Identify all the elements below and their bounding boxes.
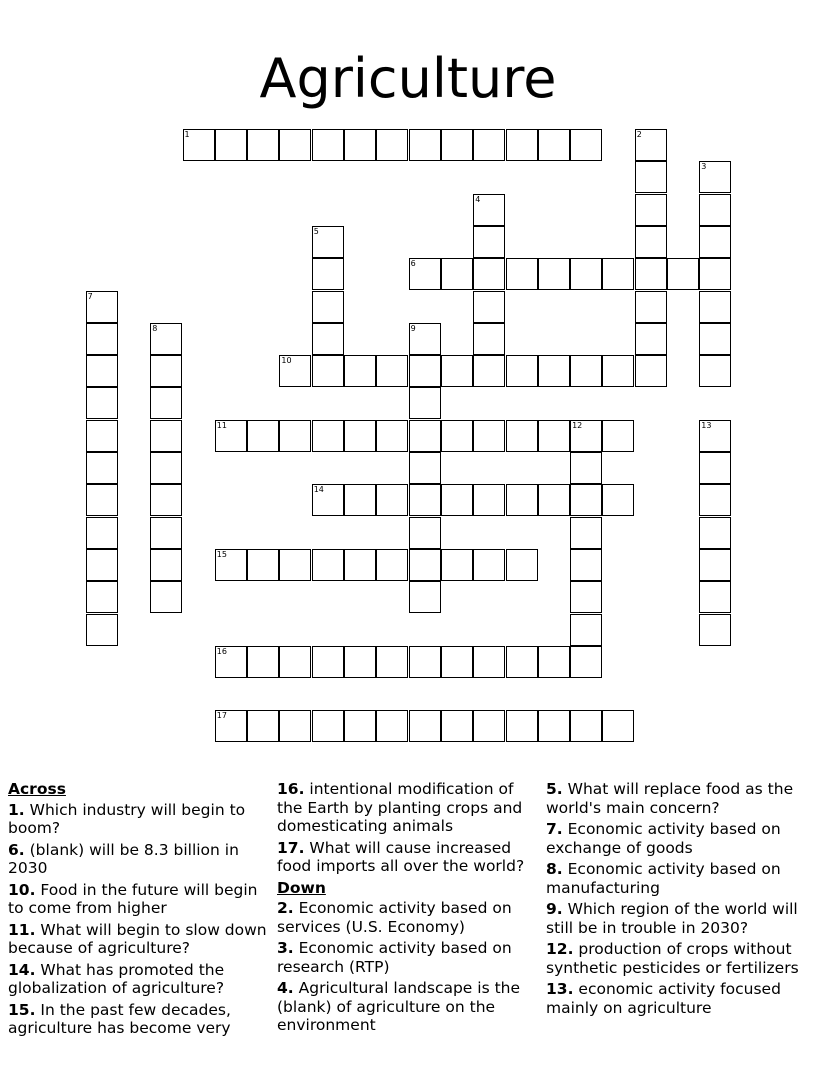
grid-cell[interactable] <box>473 194 505 226</box>
clue-number: 12 <box>572 420 583 430</box>
grid-cell[interactable] <box>409 323 441 355</box>
clue-number: 3 <box>701 162 707 172</box>
grid-cell[interactable] <box>570 258 602 290</box>
grid-cell[interactable] <box>86 452 118 484</box>
grid-cell[interactable] <box>312 291 344 323</box>
clues-column-1 <box>8 780 270 1041</box>
grid-cell[interactable] <box>602 420 634 452</box>
clue-number: 9 <box>410 323 416 333</box>
grid-cell[interactable] <box>150 581 182 613</box>
grid-cell[interactable] <box>312 355 344 387</box>
grid-cell[interactable] <box>602 258 634 290</box>
grid-cell[interactable] <box>635 226 667 258</box>
grid-cell[interactable] <box>376 484 408 516</box>
grid-cell[interactable] <box>570 129 602 161</box>
grid-cell[interactable] <box>635 194 667 226</box>
grid-cell[interactable] <box>570 484 602 516</box>
grid-cell[interactable] <box>344 484 376 516</box>
grid-cell[interactable] <box>409 710 441 742</box>
grid-cell[interactable] <box>376 129 408 161</box>
grid-cell[interactable] <box>86 549 118 581</box>
grid-cell[interactable] <box>635 161 667 193</box>
clue-down-13: 13. economic activity focused mainly on agriculture <box>546 980 781 1017</box>
grid-cell[interactable] <box>409 549 441 581</box>
grid-cell[interactable] <box>376 646 408 678</box>
grid-cell[interactable] <box>570 420 602 452</box>
clue-down-3: 3. Economic activity based on research (RTP) <box>277 939 512 976</box>
grid-cell[interactable] <box>312 710 344 742</box>
grid-cell[interactable] <box>699 614 731 646</box>
grid-cell[interactable] <box>506 646 538 678</box>
grid-cell[interactable] <box>409 129 441 161</box>
grid-cell[interactable] <box>150 420 182 452</box>
clues-column-2 <box>277 780 539 1038</box>
grid-cell[interactable] <box>570 549 602 581</box>
grid-cell[interactable] <box>699 355 731 387</box>
grid-cell[interactable] <box>312 420 344 452</box>
clue-across-14: 14. What has promoted the globalization of agriculture? <box>8 960 225 997</box>
clue-across-10: 10. Food in the future will begin to come from higher <box>8 880 258 917</box>
grid-cell[interactable] <box>602 355 634 387</box>
grid-cell[interactable] <box>441 129 473 161</box>
grid-cell[interactable] <box>473 420 505 452</box>
grid-cell[interactable] <box>247 420 279 452</box>
grid-cell[interactable] <box>473 710 505 742</box>
grid-cell[interactable] <box>473 129 505 161</box>
grid-cell[interactable] <box>441 646 473 678</box>
clue-number: 1 <box>184 130 190 139</box>
grid-cell[interactable] <box>473 258 505 290</box>
grid-cell[interactable] <box>506 484 538 516</box>
grid-cell[interactable] <box>538 710 570 742</box>
grid-cell[interactable] <box>635 291 667 323</box>
grid-cell[interactable] <box>409 517 441 549</box>
grid-cell[interactable] <box>215 710 247 742</box>
grid-cell[interactable] <box>247 129 279 161</box>
grid-cell[interactable] <box>699 517 731 549</box>
grid-cell[interactable] <box>506 355 538 387</box>
grid-cell[interactable] <box>538 355 570 387</box>
grid-cell[interactable] <box>279 355 311 387</box>
grid-cell[interactable] <box>344 420 376 452</box>
grid-cell[interactable] <box>473 226 505 258</box>
clue-number: 4 <box>475 194 481 204</box>
clue-down-5: 5. What will replace food as the world's main concern? <box>546 780 794 817</box>
clue-across-16: 16. intentional modification of the Earth by planting crops and domesticating animals <box>277 780 523 835</box>
grid-cell[interactable] <box>344 646 376 678</box>
grid-cell[interactable] <box>247 646 279 678</box>
grid-cell[interactable] <box>699 452 731 484</box>
grid-cell[interactable] <box>699 291 731 323</box>
grid-cell[interactable] <box>150 323 182 355</box>
clue-down-7: 7. Economic activity based on exchange of goods <box>546 820 781 857</box>
clue-down-9: 9. Which region of the world will still be in trouble in 2030? <box>546 900 798 937</box>
grid-cell[interactable] <box>635 323 667 355</box>
grid-cell[interactable] <box>699 258 731 290</box>
clues-column-3 <box>546 780 808 1020</box>
grid-cell[interactable] <box>376 710 408 742</box>
clue-number: 11 <box>216 420 227 430</box>
grid-cell[interactable] <box>312 323 344 355</box>
grid-cell[interactable] <box>86 323 118 355</box>
clue-across-15: 15. In the past few decades, agriculture has become very <box>8 1000 231 1037</box>
grid-cell[interactable] <box>279 129 311 161</box>
grid-cell[interactable] <box>86 614 118 646</box>
grid-cell[interactable] <box>538 258 570 290</box>
grid-cell[interactable] <box>409 646 441 678</box>
grid-cell[interactable] <box>86 484 118 516</box>
grid-cell[interactable] <box>570 355 602 387</box>
grid-cell[interactable] <box>376 355 408 387</box>
grid-cell[interactable] <box>570 614 602 646</box>
grid-cell[interactable] <box>570 581 602 613</box>
clue-across-1: 1. Which industry will begin to boom? <box>8 800 246 837</box>
grid-cell[interactable] <box>376 420 408 452</box>
grid-cell[interactable] <box>409 420 441 452</box>
clue-down-4: 4. Agricultural landscape is the (blank) of agriculture on the environment <box>277 979 521 1034</box>
clue-down-12: 12. production of crops without synthetic pesticides or fertilizers <box>546 940 799 977</box>
grid-cell[interactable] <box>150 484 182 516</box>
grid-cell[interactable] <box>570 452 602 484</box>
grid-cell[interactable] <box>409 355 441 387</box>
grid-cell[interactable] <box>699 161 731 193</box>
grid-cell[interactable] <box>602 484 634 516</box>
grid-cell[interactable] <box>247 549 279 581</box>
grid-cell[interactable] <box>473 549 505 581</box>
grid-cell[interactable] <box>635 355 667 387</box>
grid-cell[interactable] <box>538 646 570 678</box>
grid-cell[interactable] <box>441 710 473 742</box>
grid-cell[interactable] <box>279 646 311 678</box>
grid-cell[interactable] <box>635 129 667 161</box>
grid-cell[interactable] <box>279 549 311 581</box>
grid-cell[interactable] <box>699 226 731 258</box>
grid-cell[interactable] <box>312 258 344 290</box>
grid-cell[interactable] <box>409 452 441 484</box>
grid-cell[interactable] <box>312 549 344 581</box>
clue-number: 13 <box>701 420 712 430</box>
clue-across-11: 11. What will begin to slow down because of agriculture? <box>8 920 267 957</box>
grid-cell[interactable] <box>699 420 731 452</box>
grid-cell[interactable] <box>506 420 538 452</box>
grid-cell[interactable] <box>473 291 505 323</box>
grid-cell[interactable] <box>312 226 344 258</box>
puzzle-title: Agriculture <box>259 47 557 110</box>
clue-number: 7 <box>87 291 93 301</box>
grid-cell[interactable] <box>570 646 602 678</box>
clue-number: 14 <box>313 485 324 495</box>
grid-cell[interactable] <box>473 323 505 355</box>
grid-cell[interactable] <box>538 420 570 452</box>
grid-cell[interactable] <box>570 517 602 549</box>
grid-cell[interactable] <box>86 291 118 323</box>
grid-cell[interactable] <box>150 355 182 387</box>
grid-cell[interactable] <box>473 484 505 516</box>
grid-cell[interactable] <box>279 710 311 742</box>
grid-cell[interactable] <box>215 129 247 161</box>
clue-number: 6 <box>410 259 416 269</box>
grid-cell[interactable] <box>441 549 473 581</box>
grid-cell[interactable] <box>602 710 634 742</box>
grid-cell[interactable] <box>699 549 731 581</box>
grid-cell[interactable] <box>215 646 247 678</box>
down-heading: Down <box>277 878 326 897</box>
grid-cell[interactable] <box>699 581 731 613</box>
grid-cell[interactable] <box>86 517 118 549</box>
grid-cell[interactable] <box>312 646 344 678</box>
grid-cell[interactable] <box>506 129 538 161</box>
grid-cell[interactable] <box>667 258 699 290</box>
across-heading: Across <box>8 780 66 798</box>
grid-cell[interactable] <box>86 581 118 613</box>
grid-cell[interactable] <box>441 420 473 452</box>
grid-cell[interactable] <box>506 549 538 581</box>
grid-cell[interactable] <box>409 484 441 516</box>
grid-cell[interactable] <box>150 452 182 484</box>
clue-number: 16 <box>216 646 227 656</box>
grid-cell[interactable] <box>183 129 215 161</box>
grid-cell[interactable] <box>538 129 570 161</box>
grid-cell[interactable] <box>150 517 182 549</box>
grid-cell[interactable] <box>441 258 473 290</box>
grid-cell[interactable] <box>215 420 247 452</box>
clue-number: 17 <box>216 711 227 721</box>
clue-down-8: 8. Economic activity based on manufacturing <box>546 860 781 897</box>
grid-cell[interactable] <box>86 387 118 419</box>
grid-cell[interactable] <box>441 484 473 516</box>
grid-cell[interactable] <box>699 484 731 516</box>
grid-cell[interactable] <box>409 581 441 613</box>
clue-number: 10 <box>281 356 292 366</box>
grid-cell[interactable] <box>473 646 505 678</box>
grid-cell[interactable] <box>506 258 538 290</box>
grid-cell[interactable] <box>312 129 344 161</box>
grid-cell[interactable] <box>570 710 602 742</box>
grid-cell[interactable] <box>86 420 118 452</box>
grid-cell[interactable] <box>441 355 473 387</box>
grid-cell[interactable] <box>699 194 731 226</box>
grid-cell[interactable] <box>279 420 311 452</box>
grid-cell[interactable] <box>344 710 376 742</box>
grid-cell[interactable] <box>506 710 538 742</box>
grid-cell[interactable] <box>247 710 279 742</box>
clue-number: 8 <box>152 323 158 333</box>
grid-cell[interactable] <box>150 387 182 419</box>
grid-cell[interactable] <box>150 549 182 581</box>
grid-cell[interactable] <box>409 387 441 419</box>
grid-cell[interactable] <box>635 258 667 290</box>
clue-down-2: 2. Economic activity based on services (U.S. Economy) <box>277 899 512 936</box>
grid-cell[interactable] <box>699 323 731 355</box>
grid-cell[interactable] <box>473 355 505 387</box>
grid-cell[interactable] <box>344 129 376 161</box>
grid-cell[interactable] <box>344 355 376 387</box>
grid-cell[interactable] <box>86 355 118 387</box>
grid-cell[interactable] <box>409 258 441 290</box>
grid-cell[interactable] <box>538 484 570 516</box>
clue-across-6: 6. (blank) will be 8.3 billion in 2030 <box>8 840 239 877</box>
clue-number: 2 <box>636 130 642 139</box>
grid-cell[interactable] <box>344 549 376 581</box>
clue-number: 5 <box>313 226 319 236</box>
clue-number: 15 <box>216 549 227 559</box>
clue-across-17: 17. What will cause increased food imports all over the world? <box>277 838 525 875</box>
grid-cell[interactable] <box>312 484 344 516</box>
grid-cell[interactable] <box>376 549 408 581</box>
grid-cell[interactable] <box>215 549 247 581</box>
